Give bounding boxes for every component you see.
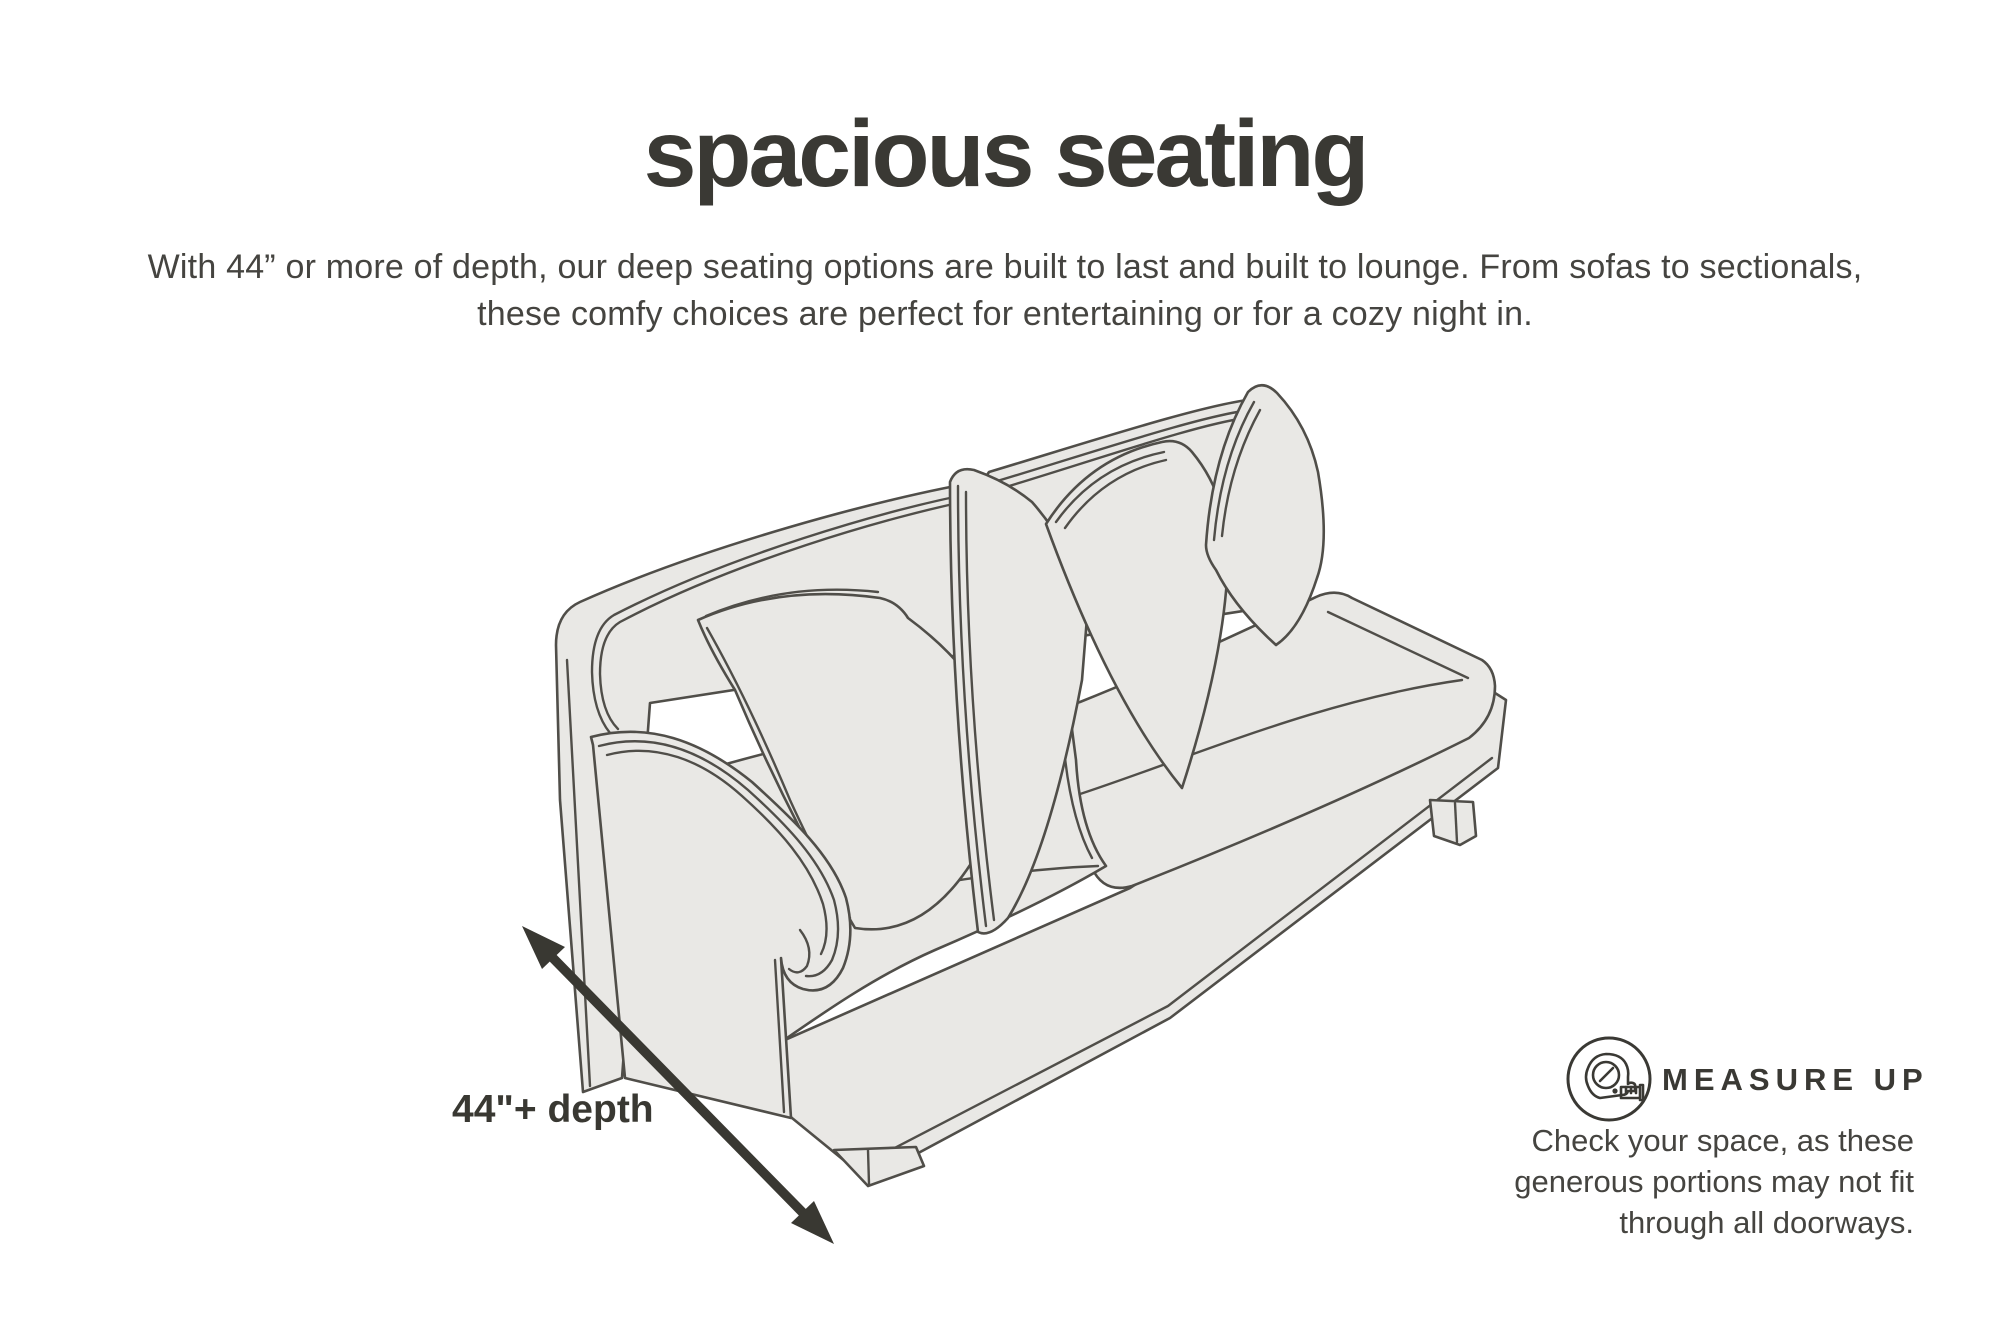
page-title: spacious seating [643,101,1367,207]
measure-up-heading: MEASURE UP [1662,1062,1929,1097]
sofa-foot-right [1430,800,1476,845]
intro-text: With 44” or more of depth, our deep seating options are built to last and built to lounge. From sofas to sectionals, these comfy choices are perfect for entertaining or for a cozy night in. [147,248,1863,333]
measure-up-note: Check your space, as these generous portions may not fit through all doorways. [1514,1123,1914,1240]
sofa-foot-front [834,1147,924,1186]
depth-label: 44"+ depth [452,1088,654,1131]
